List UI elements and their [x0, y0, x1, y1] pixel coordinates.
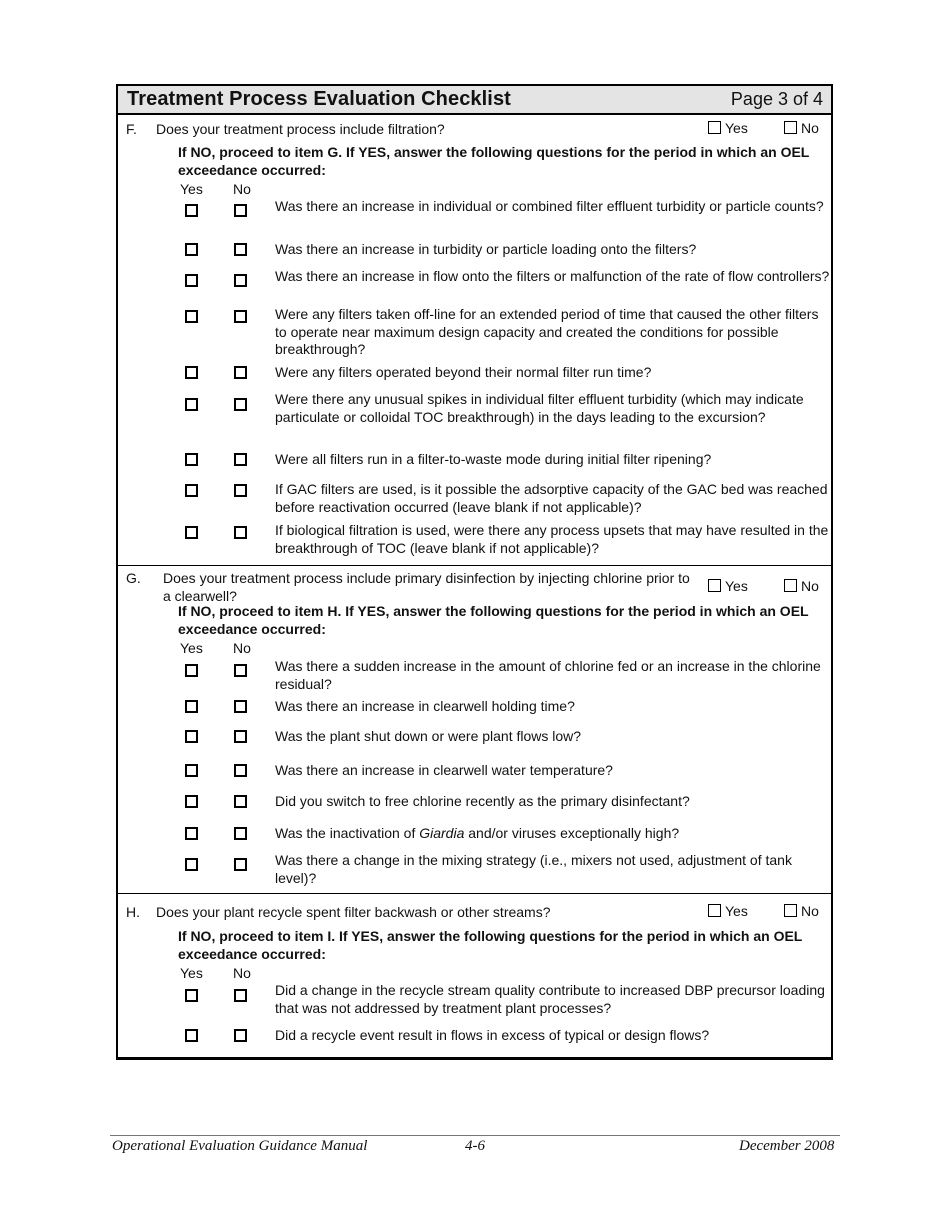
footer-page-number: 4-6 — [465, 1138, 485, 1154]
checklist-question: Was there a change in the mixing strategy (i.e., mixers not used, adjustment of tank level)? — [275, 852, 792, 886]
no-column-header: No — [233, 965, 251, 981]
item-yes-checkbox[interactable] — [185, 398, 198, 411]
question-text: and/or viruses exceptionally high? — [464, 825, 680, 841]
item-no-checkbox[interactable] — [234, 700, 247, 713]
page-number: Page 3 of 4 — [730, 89, 823, 109]
item-yes-checkbox[interactable] — [185, 858, 198, 871]
checklist-question: Were all filters run in a filter-to-waste mode during initial filter ripening? — [275, 451, 712, 467]
item-yes-checkbox[interactable] — [185, 526, 198, 539]
item-no-checkbox[interactable] — [234, 730, 247, 743]
section-yes-label: Yes — [725, 903, 748, 919]
checklist-question: Did a recycle event result in flows in excess of typical or design flows? — [275, 1027, 710, 1043]
question-text: Was the inactivation of — [275, 825, 420, 841]
section-no-label: No — [801, 903, 819, 919]
yes-column-header: Yes — [180, 640, 203, 656]
section-question: Does your treatment process include primary disinfection by injecting chlorine prior to a clearwell? — [163, 570, 690, 604]
section-yes-label: Yes — [725, 578, 748, 594]
item-no-checkbox[interactable] — [234, 827, 247, 840]
checklist-form — [116, 84, 833, 1060]
section-instruction: If NO, proceed to item G. If YES, answer the following questions for the period in which an OEL exceedance occurred: — [178, 144, 810, 178]
item-yes-checkbox[interactable] — [185, 795, 198, 808]
section-no-label: No — [801, 578, 819, 594]
yes-column-header: Yes — [180, 965, 203, 981]
checklist-question: Were any filters taken off-line for an extended period of time that caused the other filters to operate near maximum design capacity and created the conditions for possible breakthrough? — [275, 306, 819, 357]
item-no-checkbox[interactable] — [234, 526, 247, 539]
section-yes-checkbox[interactable] — [708, 121, 721, 134]
checklist-question: Was there an increase in individual or combined filter effluent turbidity or particle counts? — [275, 198, 824, 214]
item-no-checkbox[interactable] — [234, 764, 247, 777]
section-no-label: No — [801, 120, 819, 136]
section-yes-checkbox[interactable] — [708, 579, 721, 592]
item-no-checkbox[interactable] — [234, 274, 247, 287]
item-no-checkbox[interactable] — [234, 398, 247, 411]
section-letter: F. — [126, 121, 137, 137]
section-instruction: If NO, proceed to item I. If YES, answer the following questions for the period in which an OEL exceedance occurred: — [178, 928, 803, 962]
section-no-checkbox[interactable] — [784, 121, 797, 134]
item-yes-checkbox[interactable] — [185, 989, 198, 1002]
footer-manual-title: Operational Evaluation Guidance Manual — [112, 1138, 368, 1154]
section-letter: G. — [126, 570, 141, 586]
section-letter: H. — [126, 904, 140, 920]
item-yes-checkbox[interactable] — [185, 310, 198, 323]
footer-date: December 2008 — [739, 1138, 835, 1154]
item-yes-checkbox[interactable] — [185, 700, 198, 713]
checklist-question: Was there a sudden increase in the amount of chlorine fed or an increase in the chlorine residual? — [275, 658, 821, 692]
no-column-header: No — [233, 181, 251, 197]
item-yes-checkbox[interactable] — [185, 453, 198, 466]
item-no-checkbox[interactable] — [234, 1029, 247, 1042]
question-emphasis: Giardia — [419, 825, 465, 841]
item-yes-checkbox[interactable] — [185, 1029, 198, 1042]
checklist-question: Was there an increase in flow onto the filters or malfunction of the rate of flow controllers? — [275, 268, 830, 284]
section-no-checkbox[interactable] — [784, 579, 797, 592]
section-question: Does your treatment process include filtration? — [156, 121, 445, 137]
section-no-checkbox[interactable] — [784, 904, 797, 917]
section-yes-label: Yes — [725, 120, 748, 136]
item-no-checkbox[interactable] — [234, 858, 247, 871]
section-yes-checkbox[interactable] — [708, 904, 721, 917]
checklist-question: Did a change in the recycle stream quality contribute to increased DBP precursor loading that was not addressed by treatment plant processes? — [275, 982, 825, 1016]
item-yes-checkbox[interactable] — [185, 664, 198, 677]
item-no-checkbox[interactable] — [234, 310, 247, 323]
checklist-question: Were there any unusual spikes in individual filter effluent turbidity (which may indicate particulate or colloidal TOC breakthrough) in the days leading to the excursion? — [275, 391, 804, 425]
checklist-question: Were any filters operated beyond their normal filter run time? — [275, 364, 652, 380]
footer-rule — [110, 1135, 840, 1136]
section-instruction: If NO, proceed to item H. If YES, answer the following questions for the period in which an OEL exceedance occurred: — [178, 603, 809, 637]
checklist-question: Was there an increase in clearwell water temperature? — [275, 762, 613, 778]
item-yes-checkbox[interactable] — [185, 243, 198, 256]
item-no-checkbox[interactable] — [234, 204, 247, 217]
no-column-header: No — [233, 640, 251, 656]
page-title: Treatment Process Evaluation Checklist — [127, 88, 511, 110]
checklist-question — [275, 825, 830, 843]
item-no-checkbox[interactable] — [234, 989, 247, 1002]
item-no-checkbox[interactable] — [234, 664, 247, 677]
item-yes-checkbox[interactable] — [185, 484, 198, 497]
checklist-question: Was the plant shut down or were plant flows low? — [275, 728, 582, 744]
item-yes-checkbox[interactable] — [185, 204, 198, 217]
section-divider — [118, 565, 831, 566]
checklist-question: If biological filtration is used, were there any process upsets that may have resulted in the breakthrough of TOC (leave blank if not applicable)? — [275, 522, 829, 556]
checklist-question: Did you switch to free chlorine recently as the primary disinfectant? — [275, 793, 690, 809]
title-bar — [118, 86, 831, 115]
item-no-checkbox[interactable] — [234, 453, 247, 466]
item-yes-checkbox[interactable] — [185, 764, 198, 777]
item-no-checkbox[interactable] — [234, 795, 247, 808]
item-yes-checkbox[interactable] — [185, 274, 198, 287]
section-question: Does your plant recycle spent filter backwash or other streams? — [156, 904, 551, 920]
checklist-question: If GAC filters are used, is it possible the adsorptive capacity of the GAC bed was reached before reactivation occurred (leave blank if not applicable)? — [275, 481, 828, 515]
item-no-checkbox[interactable] — [234, 366, 247, 379]
item-yes-checkbox[interactable] — [185, 827, 198, 840]
item-no-checkbox[interactable] — [234, 484, 247, 497]
yes-column-header: Yes — [180, 181, 203, 197]
section-divider — [118, 893, 831, 894]
item-no-checkbox[interactable] — [234, 243, 247, 256]
checklist-question: Was there an increase in clearwell holding time? — [275, 698, 575, 714]
item-yes-checkbox[interactable] — [185, 366, 198, 379]
checklist-question: Was there an increase in turbidity or particle loading onto the filters? — [275, 241, 697, 257]
item-yes-checkbox[interactable] — [185, 730, 198, 743]
